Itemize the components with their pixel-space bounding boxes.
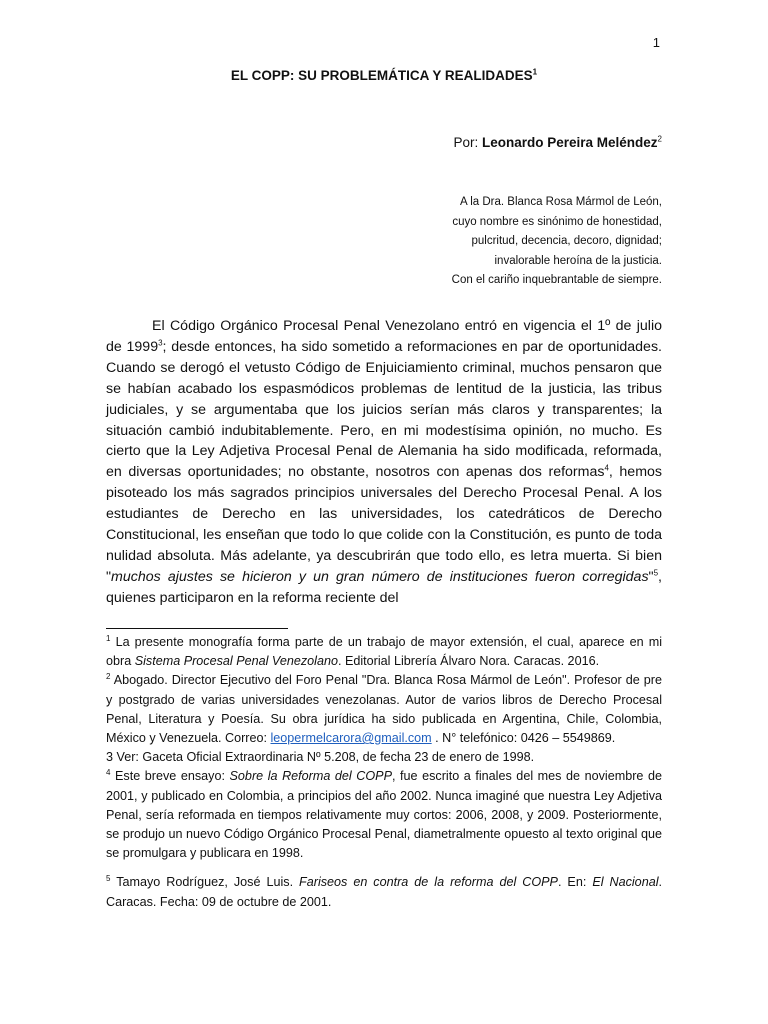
footnote-ref-3[interactable]: 3 xyxy=(158,338,163,348)
footnote-text: La presente monografía forma parte de un trabajo de mayor extensión, el cual, aparece en mi obra xyxy=(106,635,662,669)
title-footnote-ref[interactable]: 1 xyxy=(532,67,538,77)
dedication-line: A la Dra. Blanca Rosa Mármol de León, xyxy=(460,196,662,208)
dedication-line: pulcritud, decencia, decoro, dignidad; xyxy=(471,235,662,247)
body-text-segment: El Código Orgánico Procesal Penal Venezolano entró en vigencia el 1º de julio de 1999 xyxy=(106,318,662,355)
footnote-text: Tamayo Rodríguez, José Luis. xyxy=(110,875,300,890)
dedication-line: cuyo nombre es sinónimo de honestidad, xyxy=(452,215,662,228)
body-text-segment: , hemos pisoteado los más sagrados principios universales del Derecho Procesal Penal. A los estudiantes de Derecho en las universidades, los catedráticos de Derecho Constitucional, les enseñan que todo lo que colide con la Constitución, es punto de toda nulidad absoluta. Más adelante, ya descubrirán que todo ello, es letra muerta. Si bien " xyxy=(106,464,663,585)
body-paragraph xyxy=(106,316,662,609)
footnote-marker: 4 xyxy=(106,768,111,778)
footnote-text: . Caracas. Fecha: 09 de octubre de 2001. xyxy=(106,875,662,909)
footnote-text: . En: xyxy=(557,875,593,890)
footnotes xyxy=(106,633,662,912)
footnote-marker: 2 xyxy=(106,672,111,682)
footnote-essay-title: Sobre la Reforma del COPP xyxy=(229,769,392,784)
body-text-segment: ; desde entonces, ha sido sometido a reformaciones en par de oportunidades. Cuando se derogó el vetusto Código de Enjuiciamiento criminal, muchos pensaron que se habían acabado los espasmódicos problemas de lentitud de la justicia, las tribus judiciales, y se argumentaba que los juicios serían más claros y transparentes; la situación cambió indubitablemente. Pero, en mi modestísima opinión, no mucho. Es cierto que la Ley Adjetiva Procesal Penal de Alemania ha sido modificada, reformada, en diversas oportunidades; no obstante, nosotros con apenas dos reformas xyxy=(106,338,662,481)
footnote-text: Este breve ensayo: xyxy=(110,769,230,784)
author-name: Leonardo Pereira Meléndez xyxy=(481,135,658,150)
footnote-text: . Editorial Librería Álvaro Nora. Caracas. 2016. xyxy=(337,654,600,669)
author-footnote-ref[interactable]: 2 xyxy=(657,134,662,144)
footnote-text: , fue escrito a finales del mes de noviembre de 2001, y publicado en Colombia, a principios del año 2002. Nunca imaginé que nuestra Ley Adjetiva Penal, sería reformada en tiempos relativamente muy cortos: 2006, 2008, y 2009. Posteriormente, se produjo un nuevo Código Orgánico Procesal Penal, diametralmente opuesto al texto original que se promulgara y publicara en 1998. xyxy=(106,769,662,861)
footnote-divider xyxy=(106,628,288,629)
footnote-marker: 5 xyxy=(106,874,111,884)
footnote-article-title: Fariseos en contra de la reforma del COPP xyxy=(299,875,558,890)
footnote-5 xyxy=(106,873,662,911)
dedication xyxy=(452,193,662,291)
footnote-3: 3 Ver: Gaceta Oficial Extraordinaria Nº 5.208, de fecha 23 de enero de 1998. xyxy=(106,750,535,765)
body-text xyxy=(106,316,662,609)
footnote-text: . N° telefónico: 0426 – 5549869. xyxy=(431,731,616,746)
author-prefix: Por: xyxy=(453,135,479,150)
footnote-marker: 1 xyxy=(106,633,111,643)
dedication-line: Con el cariño inquebrantable de siempre. xyxy=(451,274,662,286)
body-text-segment: , quienes participaron en la reforma reciente del xyxy=(106,568,662,606)
footnote-ref-5[interactable]: 5 xyxy=(653,568,659,578)
footnote-1 xyxy=(106,633,662,671)
footnote-text: Abogado. Director Ejecutivo del Foro Penal "Dra. Blanca Rosa Mármol de León". Profesor de pre y postgrado de varias universidades venezolanas. Autor de varios libros de Derecho Procesal Penal, Literatura y Poesía. Su obra jurídica ha sido publicada en Argentina, Chile, Colombia, México y Venezuela. Correo: xyxy=(106,673,662,746)
footnote-2 xyxy=(106,671,662,748)
document-title xyxy=(0,68,768,83)
footnote-newspaper-name: El Nacional xyxy=(592,875,659,890)
author-line xyxy=(453,135,662,150)
footnote-book-title: Sistema Procesal Penal Venezolano xyxy=(134,654,338,669)
body-quote: muchos ajustes se hicieron y un gran número de instituciones fueron corregidas xyxy=(111,568,649,585)
footnote-ref-4[interactable]: 4 xyxy=(604,463,609,473)
email-link[interactable]: leopermelcarora@gmail.com xyxy=(270,731,432,746)
dedication-line: invalorable heroína de la justicia. xyxy=(494,254,662,267)
title-text: EL COPP: SU PROBLEMÁTICA Y REALIDADES xyxy=(230,68,533,83)
page-number: 1 xyxy=(652,35,660,50)
body-text-segment: " xyxy=(648,568,654,585)
footnote-4 xyxy=(106,767,662,863)
